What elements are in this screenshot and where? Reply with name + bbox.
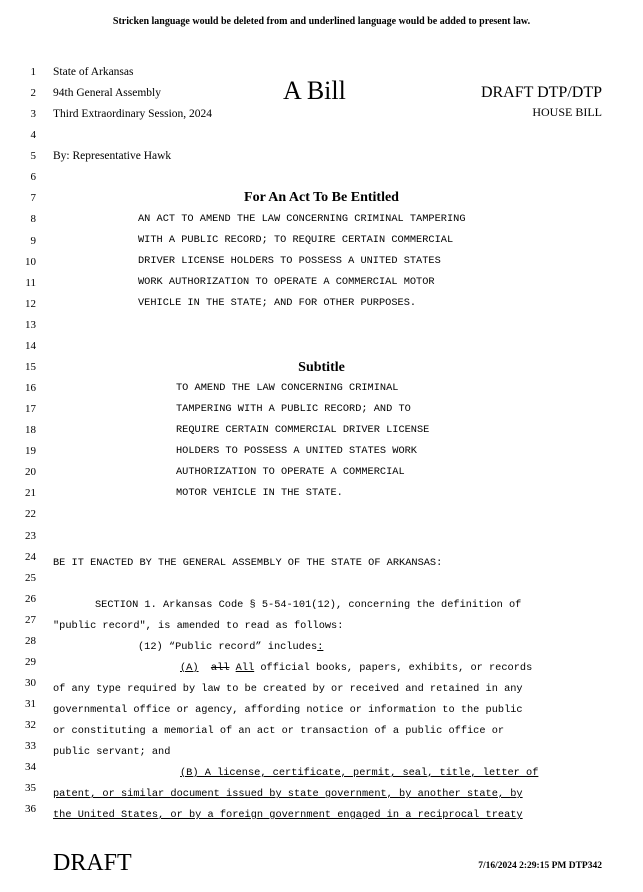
body-line-12 [138, 641, 323, 653]
line-number: 32 [25, 719, 36, 732]
footer-timestamp: 7/16/2024 2:29:15 PM DTP342 [478, 861, 602, 871]
sponsor: By: Representative Hawk [53, 150, 172, 162]
line-number: 28 [25, 634, 36, 647]
line-number: 5 [30, 150, 36, 163]
line-number: 15 [25, 360, 36, 373]
line-number: 35 [25, 782, 36, 795]
body-line: public servant; and [53, 746, 171, 758]
line-number: 10 [25, 255, 36, 268]
body-line: or constituting a memorial of an act or transaction of a public office or [53, 725, 505, 737]
line-number: 19 [25, 445, 36, 458]
added-text: All [235, 662, 255, 674]
line-number: 21 [25, 487, 36, 500]
added-line: the United States, or by a foreign government engaged in a reciprocal treaty [53, 809, 523, 821]
line-number: 31 [25, 698, 36, 711]
line-number: 7 [30, 192, 36, 205]
line-number: 14 [25, 339, 36, 352]
line-number: 9 [30, 234, 36, 247]
line-number: 25 [25, 571, 36, 584]
line-number: 27 [25, 613, 36, 626]
line-number: 30 [25, 677, 36, 690]
line-number: 11 [25, 276, 36, 289]
body-line: of any type required by law to be created by or received and retained in any [53, 683, 523, 695]
body-line: "public record", is amended to read as follows: [53, 620, 344, 632]
line-number: 24 [25, 550, 36, 563]
line-number: 4 [30, 129, 36, 142]
enacting-clause: BE IT ENACTED BY THE GENERAL ASSEMBLY OF THE STATE OF ARKANSAS: [53, 557, 443, 569]
line-number: 18 [25, 424, 36, 437]
general-assembly: 94th General Assembly [53, 87, 161, 99]
act-line: AN ACT TO AMEND THE LAW CONCERNING CRIMINAL TAMPERING [138, 213, 466, 225]
line-number: 2 [30, 87, 36, 100]
line-number: 26 [25, 592, 36, 605]
line-number: 22 [25, 508, 36, 521]
body-line-a [180, 662, 532, 674]
line-number: 20 [25, 466, 36, 479]
act-line: VEHICLE IN THE STATE; AND FOR OTHER PURPOSES. [138, 297, 417, 309]
line-number: 3 [30, 108, 36, 121]
stricken-text: all [210, 662, 230, 674]
line-number: 1 [30, 66, 36, 78]
added-text: (A) [180, 662, 199, 674]
amendment-notice: Stricken language would be deleted from and underlined language would be added to present law. [112, 16, 531, 27]
act-line: WITH A PUBLIC RECORD; TO REQUIRE CERTAIN COMMERCIAL [138, 234, 454, 246]
added-line: (B) A license, certificate, permit, seal, title, letter of [180, 767, 539, 779]
subtitle-line: AUTHORIZATION TO OPERATE A COMMERCIAL [176, 466, 405, 478]
line-number: 16 [25, 382, 36, 395]
subtitle-line: REQUIRE CERTAIN COMMERCIAL DRIVER LICENSE [176, 424, 430, 436]
line-number: 36 [25, 803, 36, 816]
draft-watermark: DRAFT [53, 850, 132, 876]
subtitle-heading: Subtitle [298, 360, 345, 375]
body-text: (12) “Public record” includes [138, 641, 318, 653]
session-name: Third Extraordinary Session, 2024 [53, 108, 213, 120]
body-text: official books, papers, exhibits, or records [260, 662, 533, 674]
state-name: State of Arkansas [53, 66, 134, 78]
line-number: 12 [25, 297, 36, 310]
draft-identifier: DRAFT DTP/DTP [480, 84, 602, 101]
act-line: WORK AUTHORIZATION TO OPERATE A COMMERCIAL MOTOR [138, 276, 435, 288]
line-number: 33 [25, 740, 36, 753]
section-heading-line: SECTION 1. Arkansas Code § 5-54-101(12), concerning the definition of [95, 599, 522, 611]
line-number: 34 [25, 761, 36, 774]
line-number: 13 [25, 318, 36, 331]
subtitle-line: HOLDERS TO POSSESS A UNITED STATES WORK [176, 445, 417, 457]
added-text: : [317, 641, 324, 653]
act-line: DRIVER LICENSE HOLDERS TO POSSESS A UNITED STATES [138, 255, 441, 267]
subtitle-line: TAMPERING WITH A PUBLIC RECORD; AND TO [176, 403, 411, 415]
line-number: 8 [30, 213, 36, 226]
subtitle-line: MOTOR VEHICLE IN THE STATE. [176, 487, 343, 499]
body-line: governmental office or agency, affording notice or information to the public [53, 704, 523, 716]
act-heading: For An Act To Be Entitled [244, 190, 399, 205]
bill-type: HOUSE BILL [532, 105, 602, 119]
line-number: 23 [25, 529, 36, 542]
added-line: patent, or similar document issued by state government, by another state, by [53, 788, 523, 800]
line-number: 6 [30, 171, 36, 184]
line-number: 17 [25, 403, 36, 416]
line-number: 29 [25, 655, 36, 668]
bill-title: A Bill [283, 76, 346, 105]
subtitle-line: TO AMEND THE LAW CONCERNING CRIMINAL [176, 382, 399, 394]
